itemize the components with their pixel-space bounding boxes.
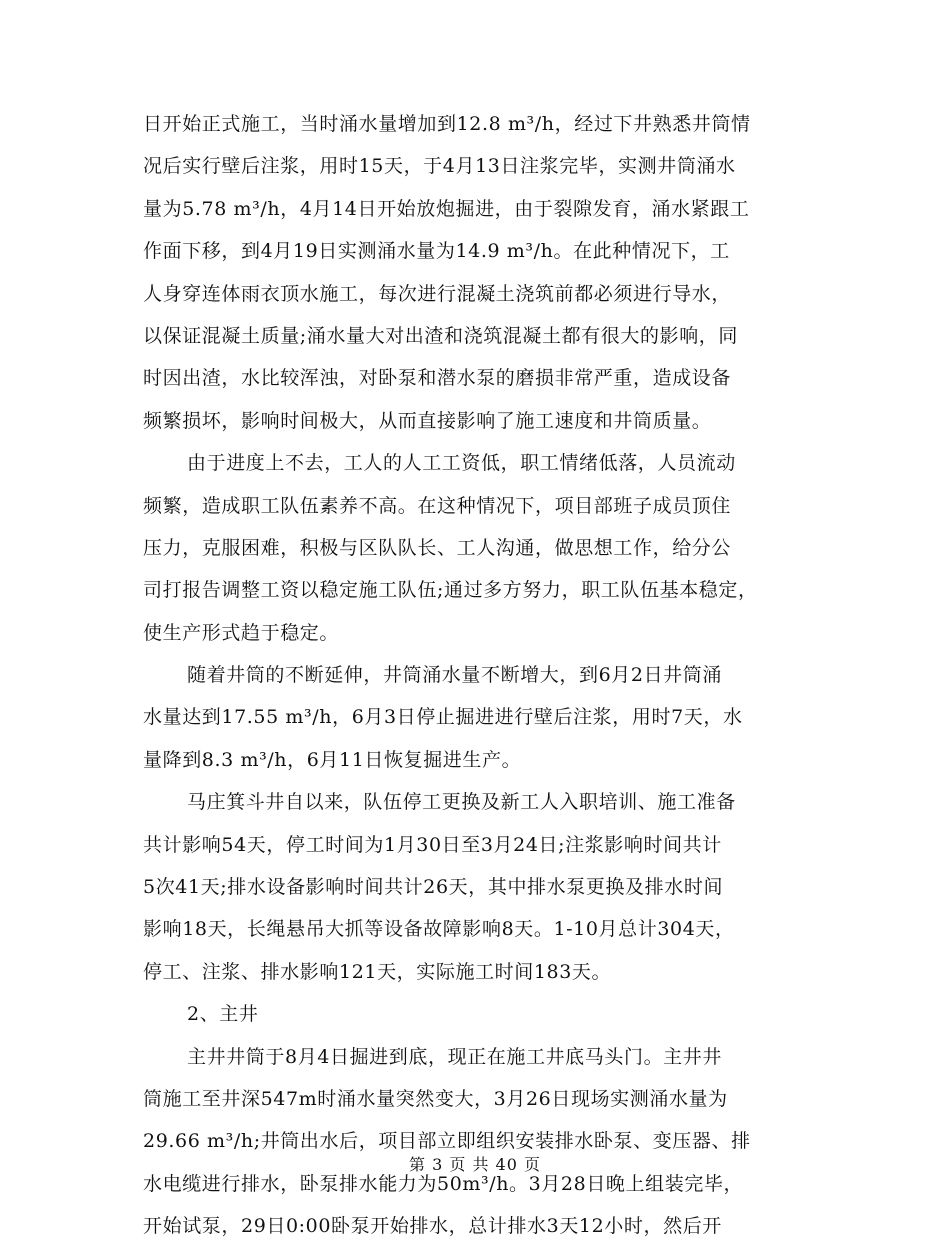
text-line: 人身穿连体雨衣顶水施工，每次进行混凝土浇筑前都必须进行导水， xyxy=(143,282,732,305)
text-line: 况后实行壁后注浆，用时15天，于4月13日注浆完毕，实测井筒涌水 xyxy=(143,155,736,178)
text-line: 影响18天，长绳悬吊大抓等设备故障影响8天。1-10月总计304天， xyxy=(143,918,735,941)
text-line: 水量达到17.55 m³/h，6月3日停止掘进进行壁后注浆，用时7天，水 xyxy=(143,706,743,729)
text-line: 水电缆进行排水，卧泵排水能力为50m³/h。3月28日晚上组装完毕， xyxy=(143,1172,744,1195)
text-line: 使生产形式趋于稳定。 xyxy=(143,621,340,644)
text-line: 5次41天;排水设备影响时间共计26天，其中排水泵更换及排水时间 xyxy=(143,876,724,899)
text-line: 频繁，造成职工队伍素养不高。在这种情况下，项目部班子成员顶住 xyxy=(143,494,732,517)
body-text xyxy=(143,103,815,1248)
text-line: 共计影响54天，停工时间为1月30日至3月24日;注浆影响时间共计 xyxy=(143,833,722,856)
text-line: 开始试泵，29日0:00卧泵开始排水，总计排水3天12小时，然后开 xyxy=(143,1215,722,1238)
text-line: 作面下移，到4月19日实测涌水量为14.9 m³/h。在此种情况下，工 xyxy=(143,240,730,263)
text-line: 量降到8.3 m³/h，6月11日恢复掘进生产。 xyxy=(143,748,522,771)
text-line: 停工、注浆、排水影响121天，实际施工时间183天。 xyxy=(143,960,612,983)
text-line: 频繁损坏，影响时间极大，从而直接影响了施工速度和井筒质量。 xyxy=(143,409,712,432)
section-heading: 2、主井 xyxy=(187,1003,259,1026)
page-number-footer: 第 3 页 共 40 页 xyxy=(409,1155,541,1174)
text-line: 由于进度上不去，工人的人工工资低，职工情绪低落，人员流动 xyxy=(187,452,736,475)
text-line: 时因出渣，水比较浑浊，对卧泵和潜水泵的磨损非常严重，造成设备 xyxy=(143,367,732,390)
text-line: 量为5.78 m³/h，4月14日开始放炮掘进，由于裂隙发育，涌水紧跟工 xyxy=(143,197,750,220)
text-line: 马庄箕斗井自以来，队伍停工更换及新工人入职培训、施工准备 xyxy=(187,791,736,814)
text-line: 筒施工至井深547m时涌水量突然变大，3月26日现场实测涌水量为 xyxy=(143,1087,728,1110)
text-line: 日开始正式施工，当时涌水量增加到12.8 m³/h，经过下井熟悉井筒情 xyxy=(143,113,751,135)
text-line: 司打报告调整工资以稳定施工队伍;通过多方努力，职工队伍基本稳定， xyxy=(143,579,758,602)
text-line: 随着井筒的不断延伸，井筒涌水量不断增大，到6月2日井筒涌 xyxy=(187,664,722,687)
text-line: 主井井筒于8月4日掘进到底，现正在施工井底马头门。主井井 xyxy=(187,1045,722,1068)
text-line: 29.66 m³/h;井筒出水后，项目部立即组织安装排水卧泵、变压器、排 xyxy=(143,1130,751,1153)
text-line: 压力，克服困难，积极与区队队长、工人沟通，做思想工作，给分公 xyxy=(143,536,732,559)
text-line: 以保证混凝土质量;涌水量大对出渣和浇筑混凝土都有很大的影响，同 xyxy=(143,324,739,347)
